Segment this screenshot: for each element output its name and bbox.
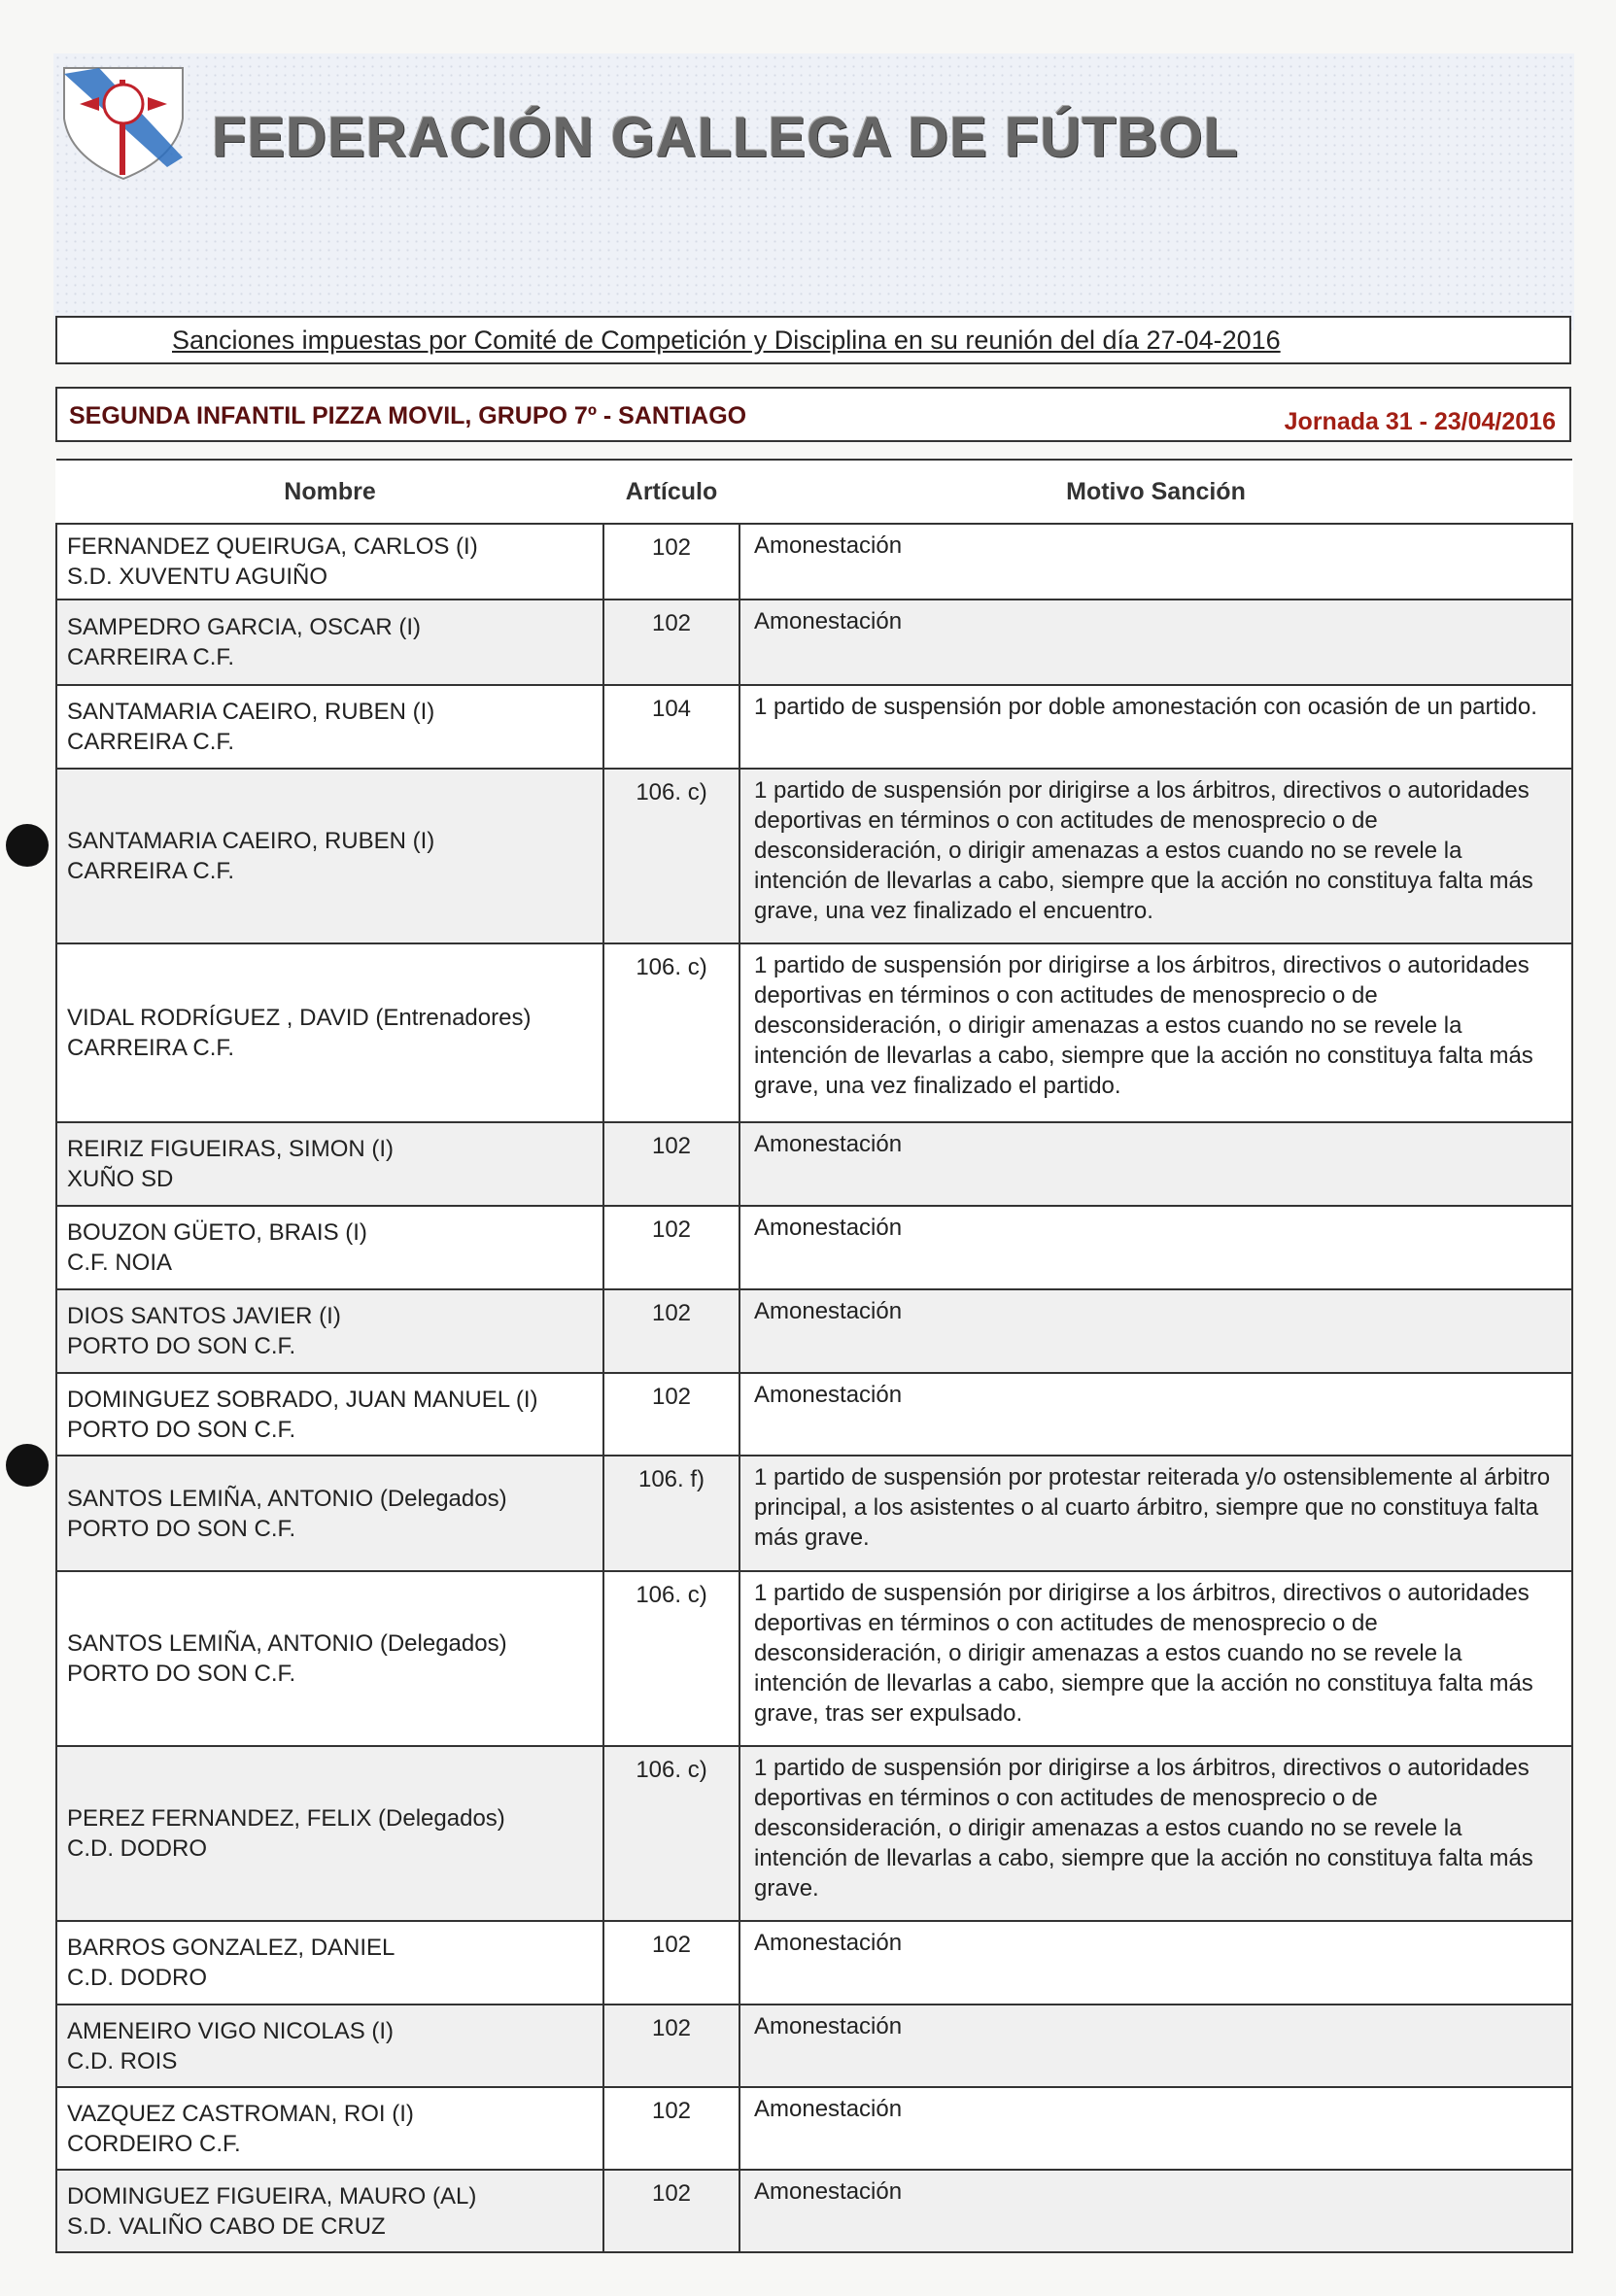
player-name: SAMPEDRO GARCIA, OSCAR (I) <box>67 614 422 640</box>
reason-cell: 1 partido de suspensión por doble amonestación con ocasión de un partido. <box>739 685 1572 769</box>
reason-cell: Amonestación <box>739 2170 1572 2252</box>
player-name: VAZQUEZ CASTROMAN, ROI (I) <box>67 2100 414 2127</box>
article-cell: 106. c) <box>603 769 739 943</box>
club-name: CARREIRA C.F. <box>67 1035 235 1061</box>
name-cell <box>56 1373 603 1456</box>
table-row <box>56 943 1572 1122</box>
player-name: PEREZ FERNANDEZ, FELIX (Delegados) <box>67 1805 505 1832</box>
table-row <box>56 1921 1572 2005</box>
club-name: C.D. ROIS <box>67 2047 178 2074</box>
sanctions-title-box <box>55 316 1571 364</box>
table-row <box>56 1373 1572 1456</box>
federation-logo-icon <box>60 60 187 182</box>
punch-hole <box>6 824 49 867</box>
name-cell <box>56 2005 603 2087</box>
group-box <box>55 387 1571 442</box>
club-name: PORTO DO SON C.F. <box>67 1515 296 1542</box>
name-cell <box>56 1746 603 1921</box>
table-row <box>56 524 1572 600</box>
player-name: SANTOS LEMIÑA, ANTONIO (Delegados) <box>67 1485 507 1512</box>
name-cell <box>56 1456 603 1571</box>
name-cell <box>56 1289 603 1373</box>
article-cell: 106. c) <box>603 1571 739 1746</box>
col-header-articulo: Artículo <box>603 460 739 524</box>
club-name: CARREIRA C.F. <box>67 729 235 755</box>
player-name: VIDAL RODRÍGUEZ , DAVID (Entrenadores) <box>67 1005 532 1031</box>
name-cell <box>56 524 603 600</box>
article-cell: 104 <box>603 685 739 769</box>
reason-cell: Amonestación <box>739 2005 1572 2087</box>
table-row <box>56 1289 1572 1373</box>
table-row <box>56 2087 1572 2170</box>
club-name: S.D. XUVENTU AGUIÑO <box>67 564 328 590</box>
player-name: DOMINGUEZ FIGUEIRA, MAURO (AL) <box>67 2182 477 2210</box>
reason-cell: Amonestación <box>739 1206 1572 1289</box>
name-cell <box>56 600 603 685</box>
reason-cell: Amonestación <box>739 1921 1572 2005</box>
player-name: SANTOS LEMIÑA, ANTONIO (Delegados) <box>67 1630 507 1657</box>
reason-cell: 1 partido de suspensión por dirigirse a los árbitros, directivos o autoridades deportivas en términos o con actitudes de menosprecio o de desconsideración, o dirigir amenazas a estos cuando no se revele la intención de llevarlas a cabo, siempre que la acción no constituya falta más grave, una vez finalizado el encuentro. <box>739 769 1572 943</box>
name-cell <box>56 1122 603 1206</box>
club-name: CARREIRA C.F. <box>67 644 235 670</box>
article-cell: 102 <box>603 2005 739 2087</box>
name-cell <box>56 769 603 943</box>
article-cell: 102 <box>603 1289 739 1373</box>
article-cell: 106. f) <box>603 1456 739 1571</box>
player-name: REIRIZ FIGUEIRAS, SIMON (I) <box>67 1136 395 1162</box>
name-cell <box>56 1921 603 2005</box>
name-cell <box>56 1206 603 1289</box>
sanctions-title: Sanciones impuestas por Comité de Competición y Disciplina en su reunión del día 27-04-2016 <box>172 326 1281 355</box>
punch-hole <box>6 1444 49 1487</box>
club-name: CARREIRA C.F. <box>67 858 235 884</box>
federation-title: FEDERACIÓN GALLEGA DE FÚTBOL <box>212 106 1239 169</box>
header-banner <box>53 53 1574 330</box>
table-row <box>56 1571 1572 1746</box>
name-cell <box>56 1571 603 1746</box>
name-cell <box>56 943 603 1122</box>
group-name: SEGUNDA INFANTIL PIZZA MOVIL, GRUPO 7º - SANTIAGO <box>69 402 747 429</box>
article-cell: 106. c) <box>603 1746 739 1921</box>
reason-cell: Amonestación <box>739 524 1572 600</box>
reason-cell: 1 partido de suspensión por dirigirse a los árbitros, directivos o autoridades deportivas en términos o con actitudes de menosprecio o de desconsideración, o dirigir amenazas a estos cuando no se revele la intención de llevarlas a cabo, siempre que la acción no constituya falta más grave, tras ser expulsado. <box>739 1571 1572 1746</box>
article-cell: 102 <box>603 1373 739 1456</box>
sanctions-table <box>55 459 1573 2253</box>
player-name: BOUZON GÜETO, BRAIS (I) <box>67 1219 367 1246</box>
reason-cell: 1 partido de suspensión por dirigirse a los árbitros, directivos o autoridades deportivas en términos o con actitudes de menosprecio o de desconsideración, o dirigir amenazas a estos cuando no se revele la intención de llevarlas a cabo, siempre que la acción no constituya falta más grave. <box>739 1746 1572 1921</box>
reason-cell: 1 partido de suspensión por dirigirse a los árbitros, directivos o autoridades deportivas en términos o con actitudes de menosprecio o de desconsideración, o dirigir amenazas a estos cuando no se revele la intención de llevarlas a cabo, siempre que la acción no constituya falta más grave, una vez finalizado el partido. <box>739 943 1572 1122</box>
article-cell: 106. c) <box>603 943 739 1122</box>
reason-cell: Amonestación <box>739 600 1572 685</box>
article-cell: 102 <box>603 1921 739 2005</box>
article-cell: 102 <box>603 524 739 600</box>
club-name: S.D. VALIÑO CABO DE CRUZ <box>67 2212 386 2240</box>
reason-cell: Amonestación <box>739 2087 1572 2170</box>
table-row <box>56 769 1572 943</box>
article-cell: 102 <box>603 2087 739 2170</box>
reason-cell: Amonestación <box>739 1122 1572 1206</box>
table-row <box>56 2170 1572 2252</box>
article-cell: 102 <box>603 2170 739 2252</box>
club-name: PORTO DO SON C.F. <box>67 1661 296 1687</box>
club-name: C.F. NOIA <box>67 1250 173 1276</box>
reason-cell: 1 partido de suspensión por protestar reiterada y/o ostensiblemente al árbitro principal, a los asistentes o al cuarto árbitro, siempre que no constituya falta más grave. <box>739 1456 1572 1571</box>
jornada: Jornada 31 - 23/04/2016 <box>1284 408 1556 435</box>
table-row <box>56 1206 1572 1289</box>
table-row <box>56 600 1572 685</box>
article-cell: 102 <box>603 1206 739 1289</box>
club-name: C.D. DODRO <box>67 1965 207 1991</box>
player-name: AMENEIRO VIGO NICOLAS (I) <box>67 2017 395 2044</box>
club-name: C.D. DODRO <box>67 1835 207 1862</box>
table-row <box>56 1456 1572 1571</box>
name-cell <box>56 685 603 769</box>
name-cell <box>56 2087 603 2170</box>
article-cell: 102 <box>603 600 739 685</box>
col-header-nombre: Nombre <box>56 460 603 524</box>
player-name: BARROS GONZALEZ, DANIEL <box>67 1935 395 1961</box>
club-name: PORTO DO SON C.F. <box>67 1333 296 1359</box>
player-name: FERNANDEZ QUEIRUGA, CARLOS (I) <box>67 533 478 560</box>
club-name: CORDEIRO C.F. <box>67 2130 241 2157</box>
player-name: DOMINGUEZ SOBRADO, JUAN MANUEL (I) <box>67 1386 538 1413</box>
table-row <box>56 685 1572 769</box>
table-row <box>56 2005 1572 2087</box>
name-cell <box>56 2170 603 2252</box>
reason-cell: Amonestación <box>739 1373 1572 1456</box>
col-header-motivo: Motivo Sanción <box>739 460 1572 524</box>
player-name: SANTAMARIA CAEIRO, RUBEN (I) <box>67 699 435 725</box>
table-row <box>56 1122 1572 1206</box>
reason-cell: Amonestación <box>739 1289 1572 1373</box>
table-row <box>56 1746 1572 1921</box>
player-name: DIOS SANTOS JAVIER (I) <box>67 1303 341 1329</box>
player-name: SANTAMARIA CAEIRO, RUBEN (I) <box>67 828 435 854</box>
club-name: XUÑO SD <box>67 1166 174 1192</box>
article-cell: 102 <box>603 1122 739 1206</box>
club-name: PORTO DO SON C.F. <box>67 1416 296 1443</box>
